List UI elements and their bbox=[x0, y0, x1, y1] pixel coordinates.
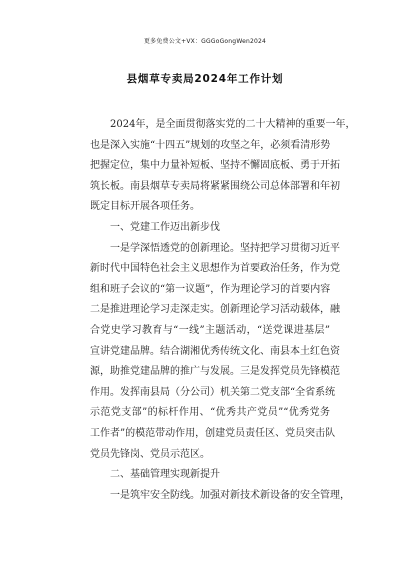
body-line: 组和班子会议的“第一议题”，作为理论学习的首要内容 bbox=[90, 283, 331, 295]
body-line: 源，助推党建品牌的推广与发展。三是发挥党员先锋模范 bbox=[90, 366, 340, 378]
body-line: 也是深入实施“十四五”规划的攻坚之年，必须看清形势 bbox=[90, 139, 331, 151]
header-note: 更多免费公文+VX：GGGoGongWen2024 bbox=[143, 38, 267, 45]
document-body bbox=[90, 115, 356, 506]
body-line: 2024年，是全面贯彻落实党的二十大精神的重要一年， bbox=[110, 119, 356, 130]
body-line: 合党史学习教育与“一线”主题活动，“送党课进基层” bbox=[90, 324, 330, 336]
body-line: 宣讲党建品牌。结合湖湘优秀传统文化、南县本土红色资 bbox=[90, 345, 340, 357]
body-line: 二是推进理论学习走深走实。创新理论学习活动载体，融 bbox=[90, 304, 340, 316]
body-line: 一是学深悟透党的创新理论。坚持把学习贯彻习近平 bbox=[110, 242, 340, 254]
body-line: 党员先锋岗、党员示范区。 bbox=[90, 448, 210, 460]
body-line: 筑长板。南县烟草专卖局将紧紧围绕公司总体部署和年初 bbox=[90, 180, 340, 192]
body-line: 作用。发挥南县局（分公司）机关第二党支部“全省系统 bbox=[90, 386, 336, 398]
section-heading: 二、基础管理实现新提升 bbox=[110, 469, 220, 481]
body-line: 示范党支部”的标杆作用、“优秀共产党员”“优秀党务 bbox=[90, 407, 330, 419]
body-line: 一是筑牢安全防线。加强对新技术新设备的安全管理， bbox=[110, 489, 350, 501]
body-line: 新时代中国特色社会主义思想作为首要政治任务，作为党 bbox=[90, 263, 340, 275]
section-heading: 一、党建工作迈出新步伐 bbox=[110, 221, 220, 233]
body-line: 工作者”的模范带动作用，创建党员责任区、党员突击队 bbox=[90, 427, 336, 439]
document-title: 县烟草专卖局2024年工作计划 bbox=[126, 73, 284, 85]
body-line: 把握定位，集中力量补短板、坚持不懈固底板、勇于开拓 bbox=[90, 160, 340, 172]
body-line: 既定目标开展各项任务。 bbox=[90, 201, 200, 213]
